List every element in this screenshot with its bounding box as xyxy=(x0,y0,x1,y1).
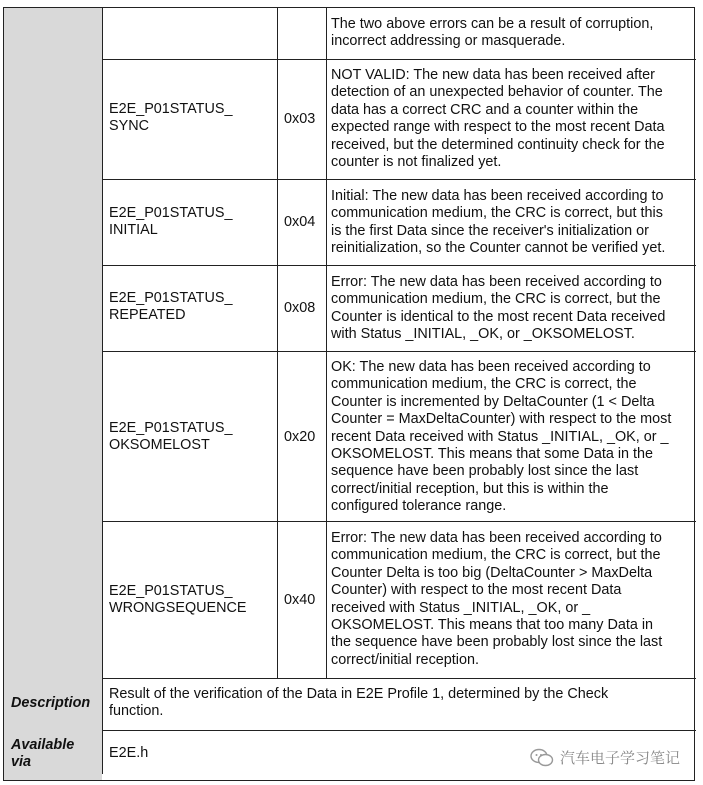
row-1-code: 0x03 xyxy=(284,111,316,127)
watermark xyxy=(530,747,680,768)
row-4-desc: OK: The new data has been received according to communication medium, the CRC is correct, the Counter is incremented by DeltaCounter (1 < Delta Counter = MaxDeltaCounter) with respect to the most recent Data received with Status _INITIAL, _OK, or _ OKSOMELOST. This means that some Data in the sequence have been probably lost since the last correct/initial reception, but this is within the configured tolerance range. xyxy=(331,359,672,515)
row-2-code: 0x04 xyxy=(284,214,316,230)
description-label: Description xyxy=(11,695,91,711)
row-3-code: 0x08 xyxy=(284,300,316,316)
row-5-name: E2E_P01STATUS_ WRONGSEQUENCE xyxy=(109,583,247,617)
wechat-icon xyxy=(530,748,554,768)
watermark-text: 汽车电子学习笔记 xyxy=(559,750,680,767)
row-4-name: E2E_P01STATUS_ OKSOMELOST xyxy=(109,420,233,454)
row-1-name: E2E_P01STATUS_ SYNC xyxy=(109,101,233,135)
available-via-text: E2E.h xyxy=(109,745,149,761)
description-text: Result of the verification of the Data in E2E Profile 1, determined by the Check function. xyxy=(109,686,609,720)
e2e-status-table xyxy=(3,7,695,781)
row-5-code: 0x40 xyxy=(284,592,316,608)
row-3-desc: Error: The new data has been received according to communication medium, the CRC is correct, but the Counter is identical to the most recent Data received with Status _INITIAL, _OK, or _OKSOMELOST. xyxy=(331,274,666,343)
row-0-desc: The two above errors can be a result of corruption, incorrect addressing or masquerade. xyxy=(331,16,654,50)
row-1-desc: NOT VALID: The new data has been received after detection of an unexpected behavior of counter. The data has a correct CRC and a counter within the expected range with respect to the most recent Data received, but the determined continuity check for the counter is not finalized yet. xyxy=(331,67,665,171)
available-via-label: Available via xyxy=(11,737,75,771)
label-column xyxy=(4,8,102,780)
row-3-name: E2E_P01STATUS_ REPEATED xyxy=(109,290,233,324)
row-2-name: E2E_P01STATUS_ INITIAL xyxy=(109,205,233,239)
row-5-desc: Error: The new data has been received according to communication medium, the CRC is correct, but the Counter Delta is too big (DeltaCounter > MaxDelta Counter) with respect to the most recent Data received with Status _INITIAL, _OK, or _ OKSOMELOST. This means that too many Data in the sequence have been probably lost since the last correct/initial reception. xyxy=(331,530,663,668)
row-2-desc: Initial: The new data has been received according to communication medium, the CRC is correct, but this is the first Data since the receiver's initialization or reinitialization, so the Counter cannot be verified yet. xyxy=(331,188,666,257)
row-4-code: 0x20 xyxy=(284,429,316,445)
